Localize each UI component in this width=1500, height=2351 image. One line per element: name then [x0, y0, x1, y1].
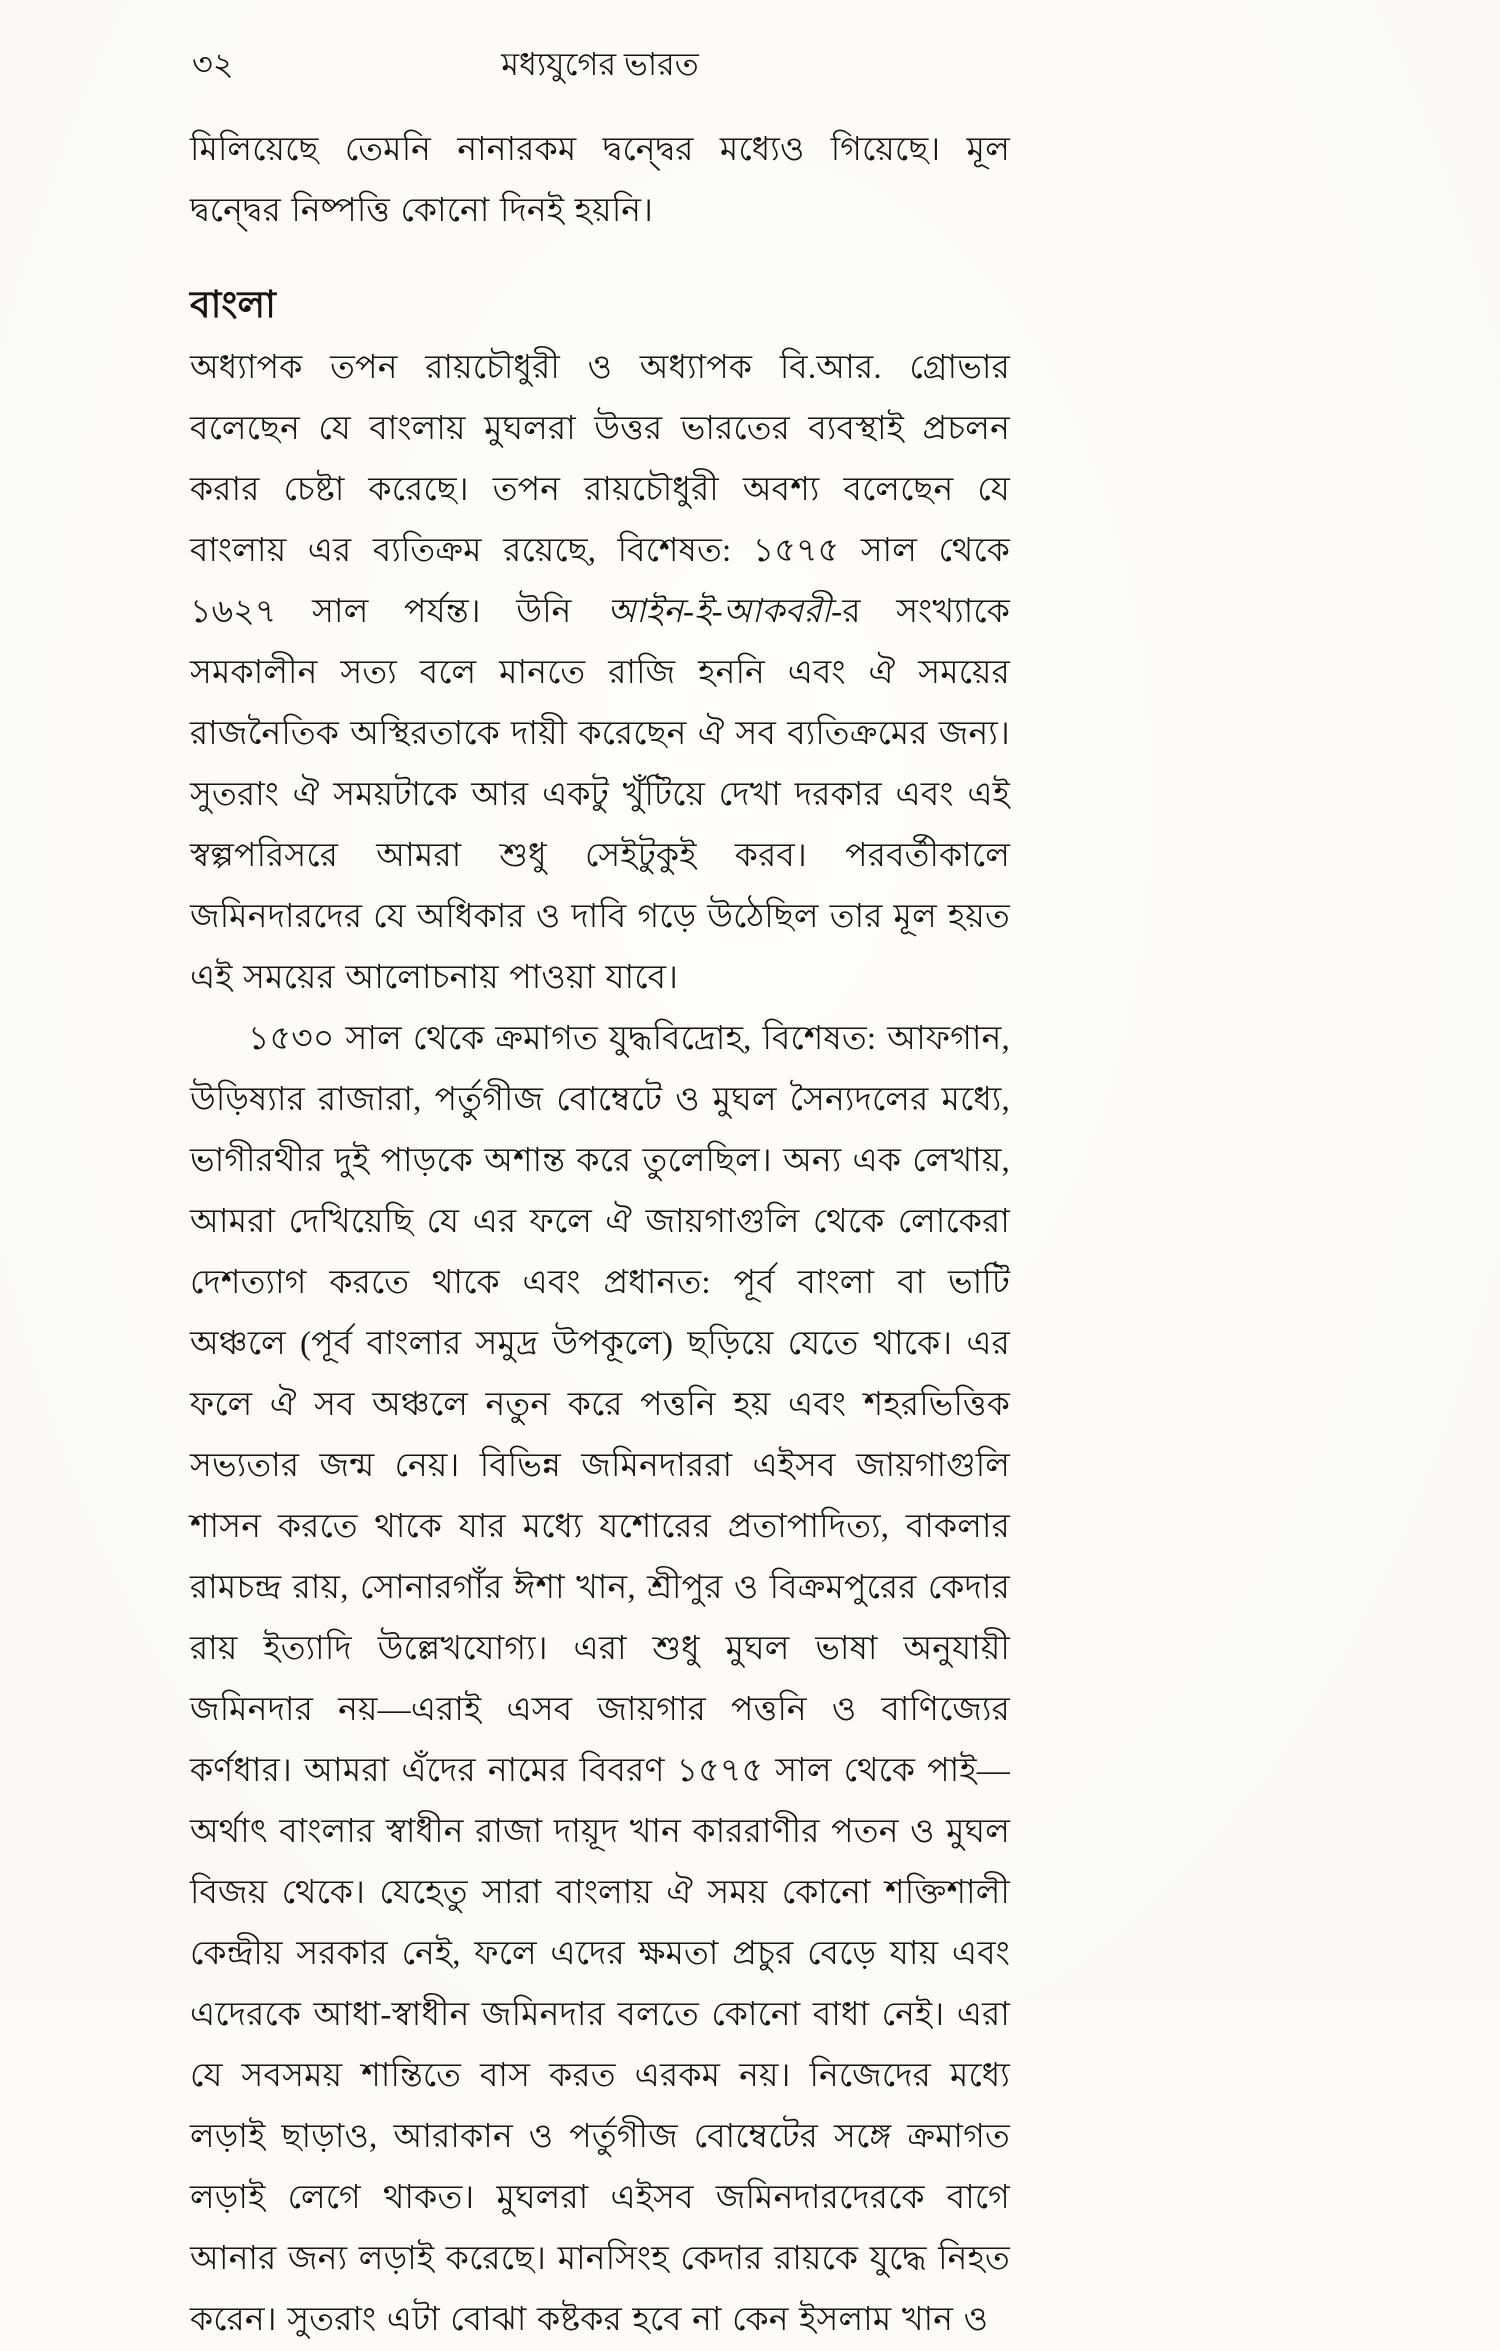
running-title: মধ্যযুগের ভারত — [501, 46, 699, 82]
page-header — [190, 42, 1010, 94]
page-number: ৩২ — [192, 46, 234, 82]
section-paragraph — [190, 338, 1010, 1009]
section-paragraph-part2: -র সংখ্যাকে সমকালীন সত্য বলে মানতে রাজি হননি এবং ঐ সময়ের রাজনৈতিক অস্থিরতাকে দায়ী করেছেন ঐ সব ব্যতিক্রমের জন্য। সুতরাং ঐ সময়টাকে আর একটু খুঁটিয়ে দেখা দরকার এবং এই স্বল্পপরিসরে আমরা শুধু সেইটুকুই করব। পরবর্তীকালে জমিনদারদের যে অধিকার ও দাবি গড়ে উঠেছিল তার মূল হয়ত এই সময়ের আলোচনায় পাওয়া যাবে। — [190, 594, 1010, 996]
book-title-italic: আইন-ই-আকবরী — [607, 594, 832, 630]
section-heading-bangla: বাংলা — [190, 285, 277, 326]
body-paragraph: ১৫৩০ সাল থেকে ক্রমাগত যুদ্ধবিদ্রোহ, বিশেষত: আফগান, উড়িষ্যার রাজারা, পর্তুগীজ বোম্বেটে ও মুঘল সৈন্যদলের মধ্যে, ভাগীরথীর দুই পাড়কে অশান্ত করে তুলেছিল। অন্য এক লেখায়, আমরা দেখিয়েছি যে এর ফলে ঐ জায়গাগুলি থেকে লোকেরা দেশত্যাগ করতে থাকে এবং প্রধানত: পূর্ব বাংলা বা ভাটি অঞ্চলে (পূর্ব বাংলার সমুদ্র উপকূলে) ছড়িয়ে যেতে থাকে। এর ফলে ঐ সব অঞ্চলে নতুন করে পত্তনি হয় এবং শহরভিত্তিক সভ্যতার জন্ম নেয়। বিভিন্ন জমিনদাররা এইসব জায়গাগুলি শাসন করতে থাকে যার মধ্যে যশোরের প্রতাপাদিত্য, বাকলার রামচন্দ্র রায়, সোনারগাঁর ঈশা খান, শ্রীপুর ও বিক্রমপুরের কেদার রায় ইত্যাদি উল্লেখযোগ্য। এরা শুধু মুঘল ভাষা অনুযায়ী জমিনদার নয়—এরাই এসব জায়গার পত্তনি ও বাণিজ্যের কর্ণধার। আমরা এঁদের নামের বিবরণ ১৫৭৫ সাল থেকে পাই—অর্থাৎ বাংলার স্বাধীন রাজা দায়ূদ খান কাররাণীর পতন ও মুঘল বিজয় থেকে। যেহেতু সারা বাংলায় ঐ সময় কোনো শক্তিশালী কেন্দ্রীয় সরকার নেই, ফলে এদের ক্ষমতা প্রচুর বেড়ে যায় এবং এদেরকে আধা-স্বাধীন জমিনদার বলতে কোনো বাধা নেই। এরা যে সবসময় শান্তিতে বাস করত এরকম নয়। নিজেদের মধ্যে লড়াই ছাড়াও, আরাকান ও পর্তুগীজ বোম্বেটের সঙ্গে ক্রমাগত লড়াই লেগে থাকত। মুঘলরা এইসব জমিনদারদেরকে বাগে আনার জন্য লড়াই করেছে। মানসিংহ কেদার রায়কে যুদ্ধে নিহত করেন। সুতরাং এটা বোঝা কষ্টকর হবে না কেন ইসলাম খান ও — [190, 1021, 1010, 2338]
section-paragraph-part1: অধ্যাপক তপন রায়চৌধুরী ও অধ্যাপক বি.আর. গ্রোভার বলেছেন যে বাংলায় মুঘলরা উত্তর ভারতের ব্যবস্থাই প্রচলন করার চেষ্টা করেছে। তপন রায়চৌধুরী অবশ্য বলেছেন যে বাংলায় এর ব্যতিক্রম রয়েছে, বিশেষত: ১৫৭৫ সাল থেকে ১৬২৭ সাল পর্যন্ত। উনি — [190, 350, 1010, 630]
text-column — [190, 42, 1010, 2351]
intro-paragraph: মিলিয়েছে তেমনি নানারকম দ্বন্দ্বের মধ্যেও গিয়েছে। মূল দ্বন্দ্বের নিষ্পত্তি কোনো দিনই হয়নি। — [190, 132, 1010, 229]
